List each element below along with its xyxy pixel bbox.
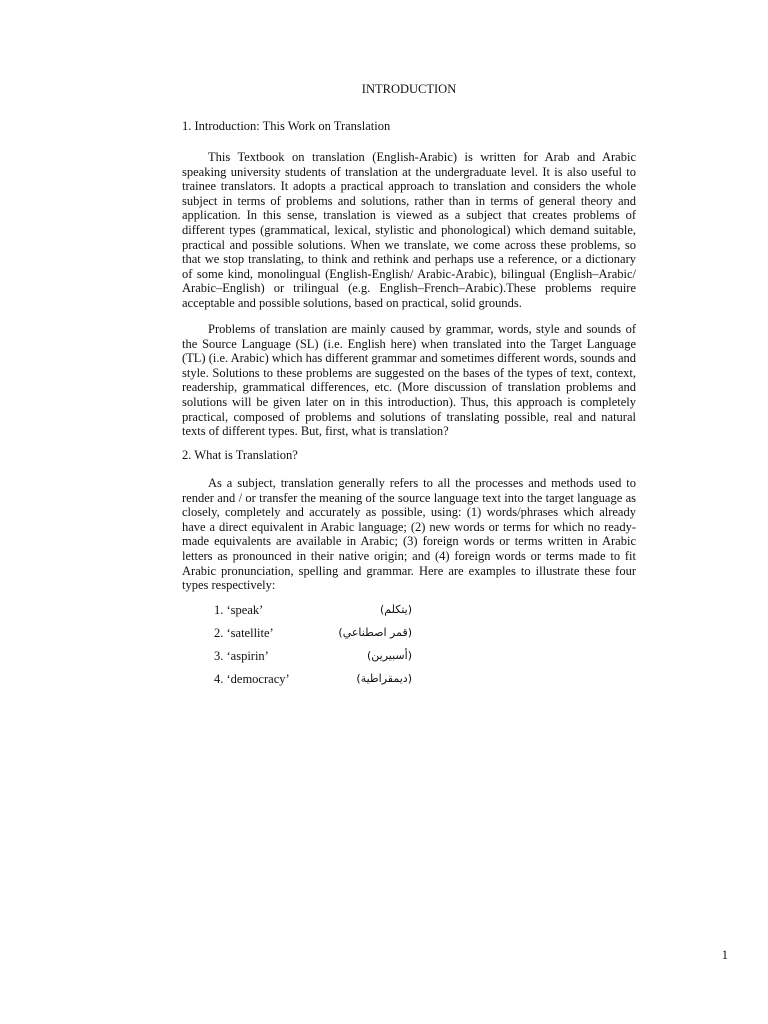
section-1-paragraph-2: Problems of translation are mainly caused by grammar, words, style and sounds of the Source Language (SL) (i.e. English here) when translated into the Target Language (TL) (i.e. Arabic) which has different grammar and sometimes different words, sounds and style. Solutions to these problems are suggested on the bases of the types of text, context, readership, grammatical differences, etc. (More discussion of translation problems and solutions will be given later on in this introduction). Thus, this approach is completely practical, composed of problems and solutions of translating possible, real and natural texts of different types. But, first, what is translation? <box>182 322 636 439</box>
example-english: 3. ‘aspirin’ <box>214 649 269 663</box>
example-english: 1. ‘speak’ <box>214 603 264 617</box>
section-1-paragraph-1: This Textbook on translation (English-Arabic) is written for Arab and Arabic speaking university students of translation at the undergraduate level. It is also useful to trainee translators. It adopts a practical approach to translation and considers the whole subject in terms of problems and solutions, rather than in terms of general theory and application. In this sense, translation is viewed as a subject that creates problems of different types (grammatical, lexical, stylistic and phonological) which demand suitable, practical and possible solutions. When we translate, we come across these problems, so that we stop translating, to think and rethink and perhaps use a reference, or a dictionary of some kind, monolingual (English-English/ Arabic-Arabic), bilingual (English–Arabic/ Arabic–English) or trilingual (e.g. English–French–Arabic).These problems require acceptable and possible solutions, based on practical, solid grounds. <box>182 150 636 310</box>
examples-list <box>214 603 474 695</box>
example-arabic: (أسبيرين) <box>367 649 412 662</box>
example-arabic: (يتكلم) <box>379 603 412 616</box>
page-number: 1 <box>721 948 728 962</box>
page-title: INTRODUCTION <box>361 82 457 96</box>
list-item <box>214 603 474 626</box>
section-2-paragraph: As a subject, translation generally refers to all the processes and methods used to render and / or transfer the meaning of the source language text into the target language as closely, completely and accurately as possible, using: (1) words/phrases which already have a direct equivalent in Arabic language; (2) new words or terms for which no ready-made equivalents are available in Arabic; (3) foreign words or terms written in Arabic letters as pronounced in their native origin; and (4) foreign words or terms made to fit Arabic pronunciation, spelling and grammar. Here are examples to illustrate these four types respectively: <box>182 476 636 593</box>
example-arabic: (قمر اصطناعي) <box>338 626 412 639</box>
list-item <box>214 672 474 695</box>
section-2-heading: 2. What is Translation? <box>182 448 298 462</box>
list-item <box>214 649 474 672</box>
example-arabic: (ديمقراطية) <box>356 672 412 685</box>
example-english: 2. ‘satellite’ <box>214 626 274 640</box>
example-english: 4. ‘democracy’ <box>214 672 290 686</box>
section-1-heading: 1. Introduction: This Work on Translation <box>182 119 391 133</box>
list-item <box>214 626 474 649</box>
